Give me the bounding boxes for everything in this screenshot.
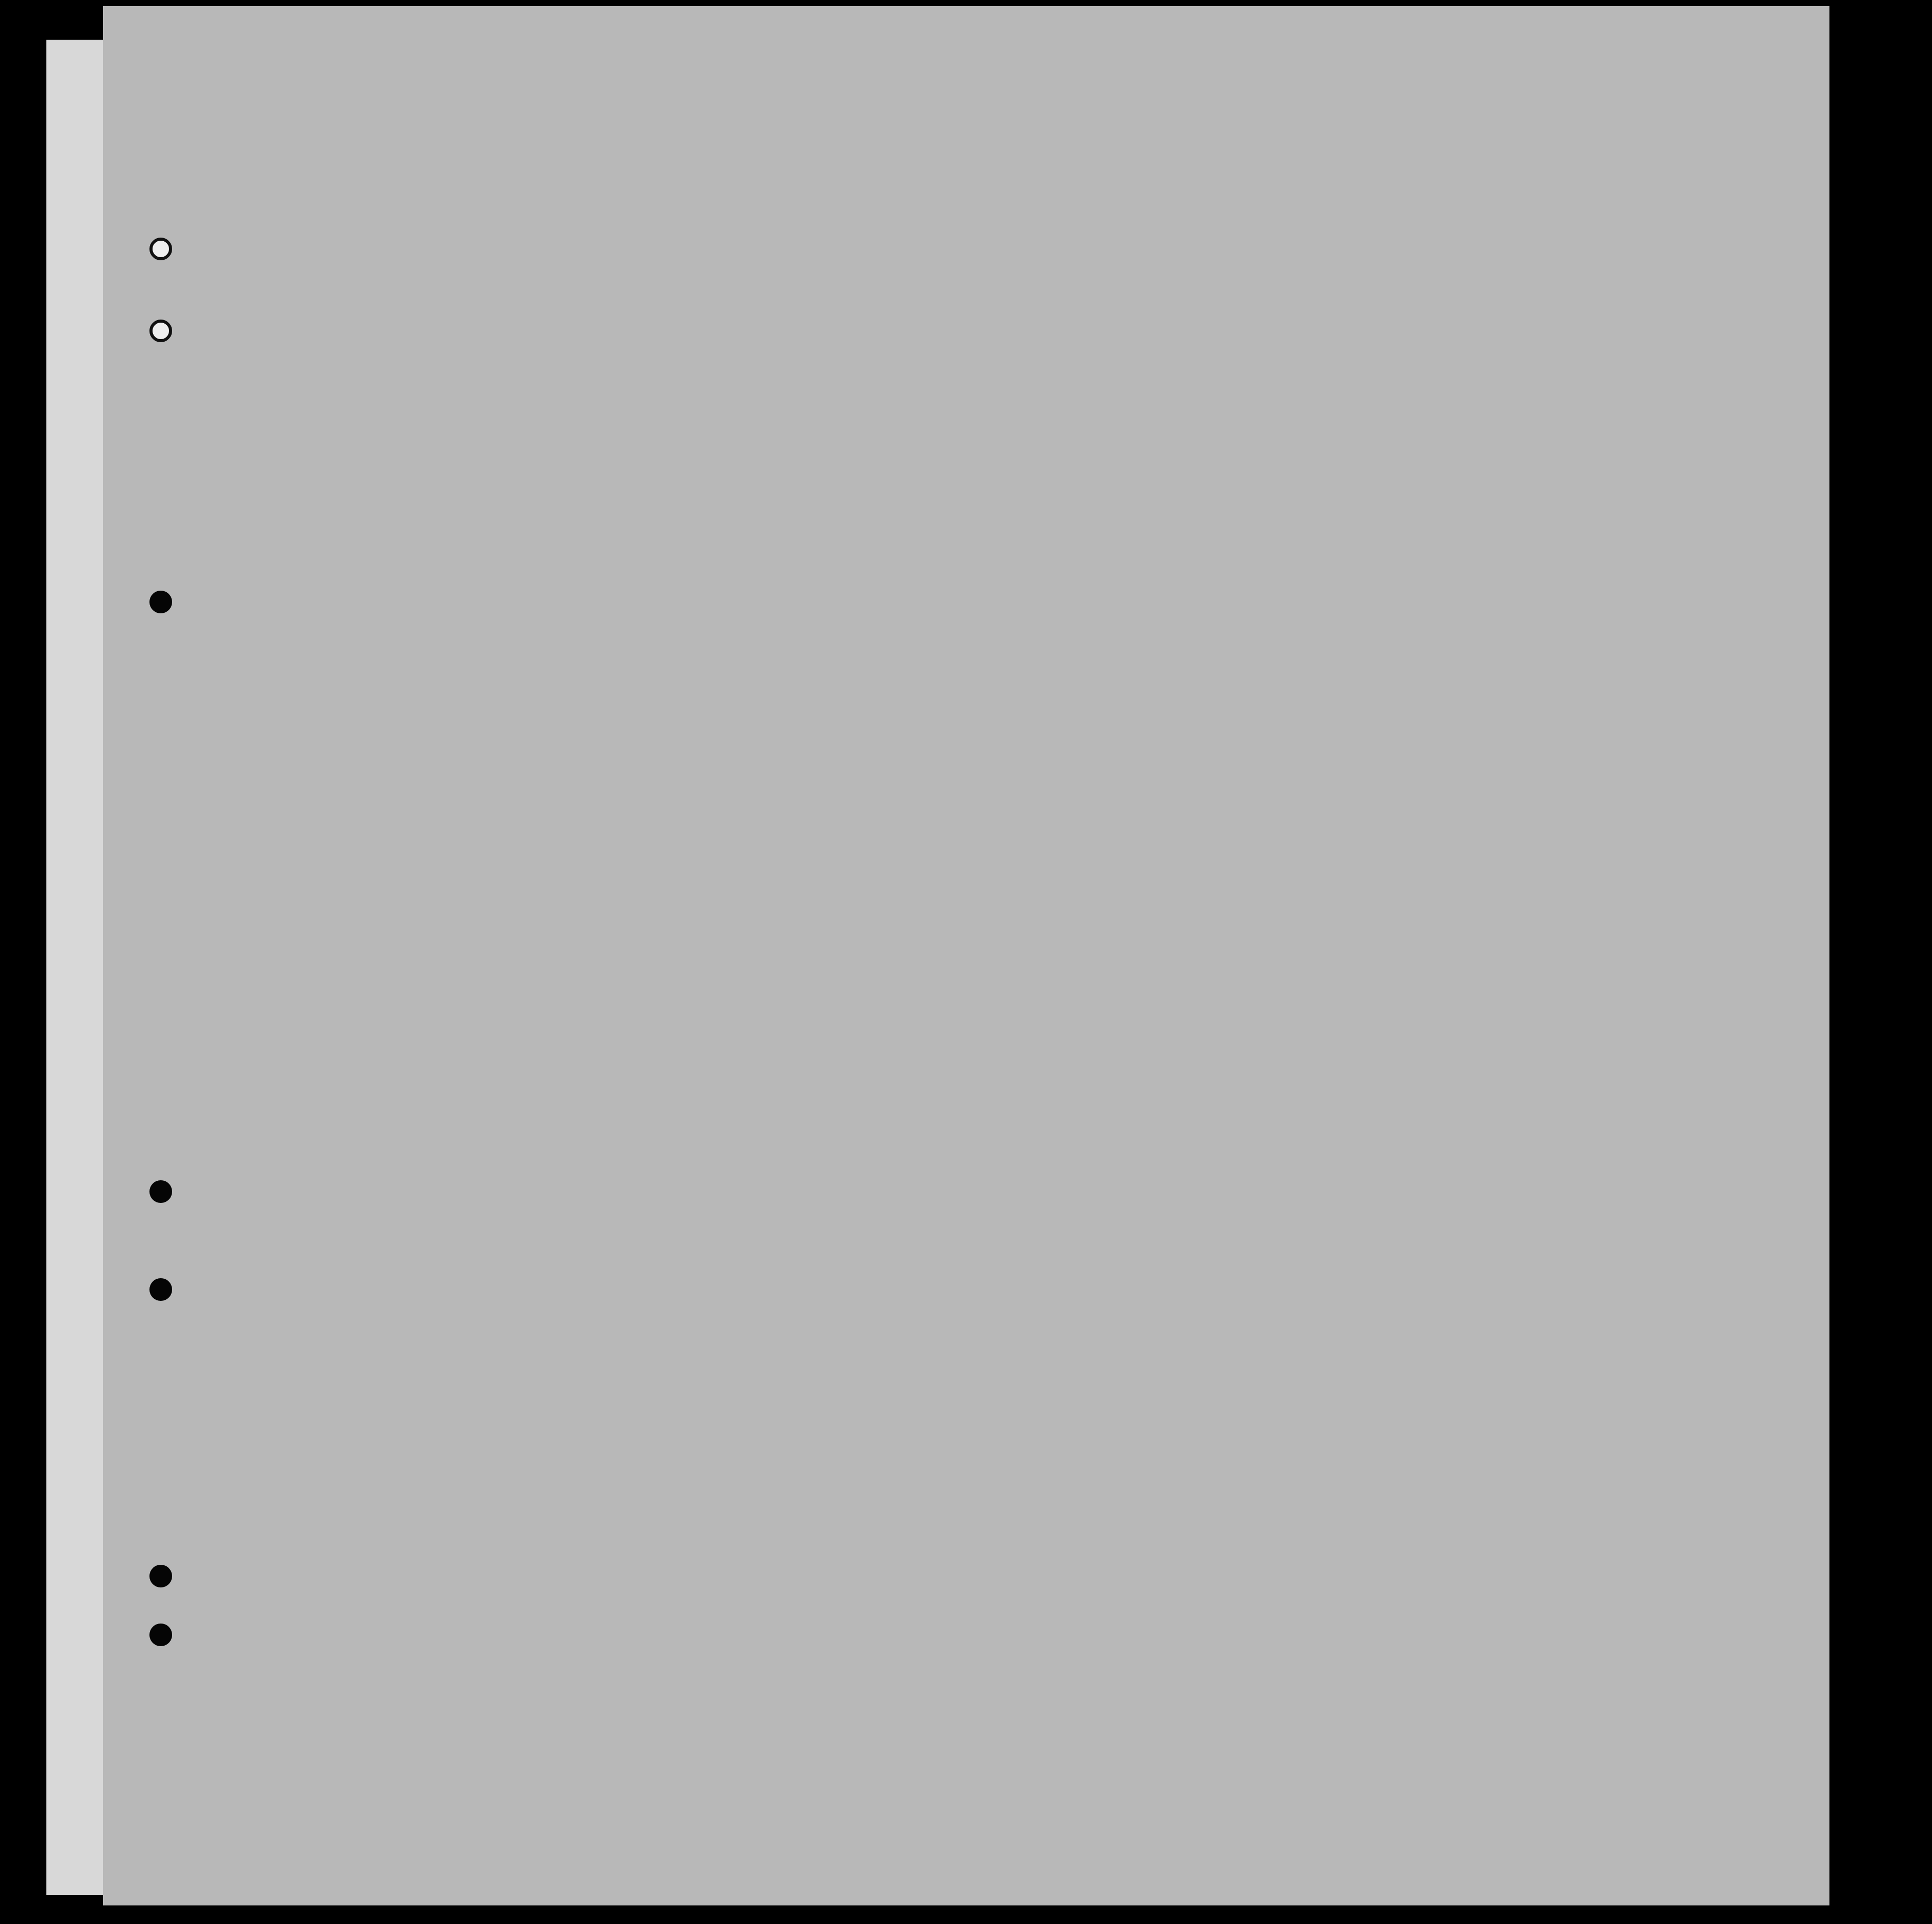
punch-hole [149,1278,172,1301]
punch-hole [149,238,172,260]
punch-hole [149,1565,172,1587]
manifest-sheet [103,6,1829,1905]
check-marks [103,6,1829,1905]
page-edge [46,40,103,1895]
punch-hole [149,1180,172,1203]
punch-hole [149,591,172,613]
punch-hole [149,1624,172,1646]
punch-hole [149,320,172,342]
